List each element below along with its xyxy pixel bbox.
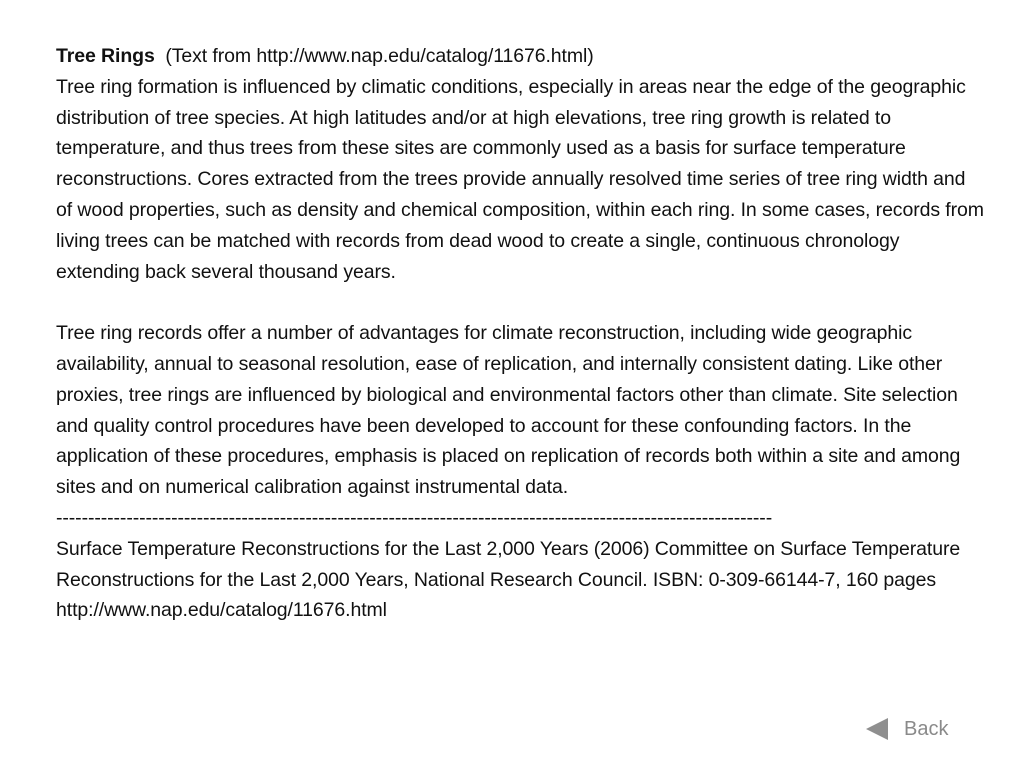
dashed-divider: ---------------------------------------------------------------------------------------------------------------- [56,506,773,529]
back-button[interactable] [866,714,948,744]
source-note: (Text from http://www.nap.edu/catalog/11676.html) [165,45,594,67]
paragraph-spacer [56,287,986,318]
back-label: Back [904,717,949,740]
left-triangle-arrow-icon [866,718,888,740]
paragraph-tree-ring-formation: Tree ring formation is influenced by climatic conditions, especially in areas near the edge of the geographic distribution of tree species. At high latitudes and/or at high elevations, tree ring growth is related to temperature, and thus trees from these sites are commonly used as a basis for surface temperature reconstructions. Cores extracted from the trees provide annually resolved time series of tree ring width and of wood properties, such as density and chemical composition, within each ring. In some cases, records from living trees can be matched with records from dead wood to create a single, continuous chronology extending back several thousand years. [56,75,984,283]
document-content [56,41,986,626]
document-heading [56,41,986,72]
paragraph-tree-ring-advantages: Tree ring records offer a number of advantages for climate reconstruction, including wide geographic availability, annual to seasonal resolution, ease of replication, and internally consistent dating. Like other proxies, tree rings are influenced by biological and environmental factors other than climate. Site selection and quality control procedures have been developed to account for these confounding factors. In the application of these procedures, emphasis is placed on replication of records both within a site and among sites and on numerical calibration against instrumental data. [56,322,961,499]
citation-text: Surface Temperature Reconstructions for the Last 2,000 Years (2006) Committee on Surface Temperature Reconstructions for the Last 2,000 Years, National Research Council. ISBN: 0-309-66144-7, 160 pages http://www.nap.edu/catalog/11676.html [56,537,961,622]
document-title: Tree Rings [56,45,155,67]
